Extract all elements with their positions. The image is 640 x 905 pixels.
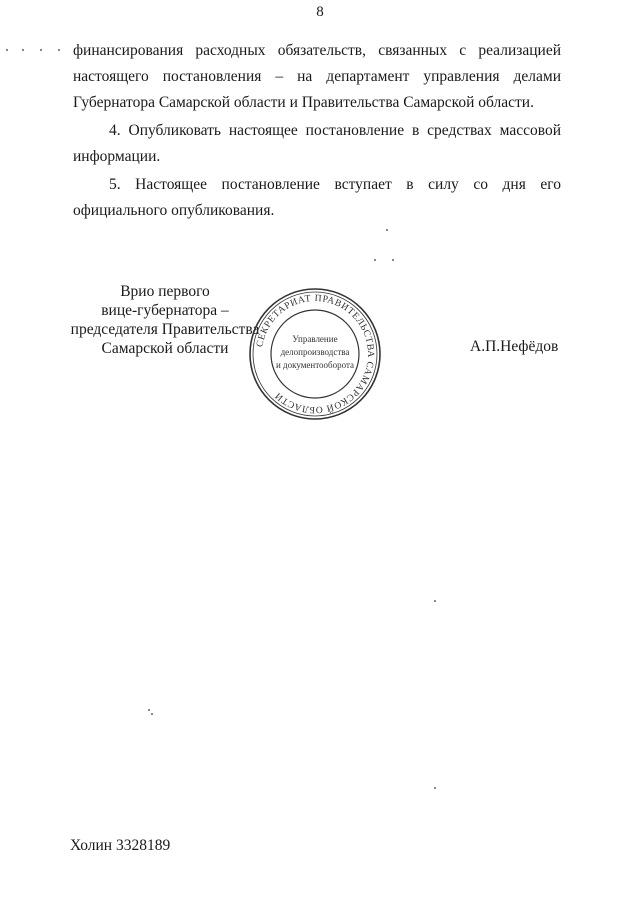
paragraph-financing — [73, 38, 561, 116]
scan-speck — [434, 600, 436, 602]
text-line: информации. — [73, 148, 161, 165]
signer-position-line: вице-губернатора – — [101, 302, 229, 319]
seal-center-line: и документооборота — [275, 360, 355, 370]
scan-speck — [22, 49, 24, 51]
scan-speck — [148, 709, 150, 711]
scan-speck — [386, 229, 388, 231]
paragraph-effective — [73, 172, 561, 224]
signer-position-line: Врио первого — [120, 283, 210, 300]
signer-position-line: председателя Правительства — [70, 321, 260, 338]
scan-speck — [434, 787, 436, 789]
seal-center-line: Управление — [292, 334, 338, 344]
signer-position-line: Самарской области — [101, 340, 229, 357]
seal-ring-text: СЕКРЕТАРИАТ ПРАВИТЕЛЬСТВА САМАРСКОЙ ОБЛАСТИ — [254, 292, 377, 416]
text-line: финансирования расходных обязательств, связанных с реализацией — [73, 42, 561, 59]
scan-speck — [58, 49, 60, 51]
signer-name: А.П.Нефёдов — [470, 338, 559, 355]
seal-center-line: делопроизводства — [280, 347, 350, 357]
text-line: официального опубликования. — [73, 202, 275, 219]
document-author: Холин 3328189 — [70, 837, 171, 854]
text-line: настоящего постановления – на департамент управления делами — [73, 68, 561, 85]
text-line: 5. Настоящее постановление вступает в силу со дня его — [109, 176, 561, 193]
official-seal — [247, 286, 383, 422]
scan-speck — [151, 713, 153, 715]
page-number: 8 — [316, 4, 324, 20]
paragraph-publish — [73, 118, 561, 170]
scan-speck — [6, 49, 8, 51]
text-line: 4. Опубликовать настоящее постановление в средствах массовой — [109, 122, 561, 139]
scan-speck — [40, 49, 42, 51]
scan-speck — [374, 259, 376, 261]
scan-speck — [392, 259, 394, 261]
signer-position — [65, 282, 265, 358]
text-line: Губернатора Самарской области и Правительства Самарской области. — [73, 94, 534, 111]
